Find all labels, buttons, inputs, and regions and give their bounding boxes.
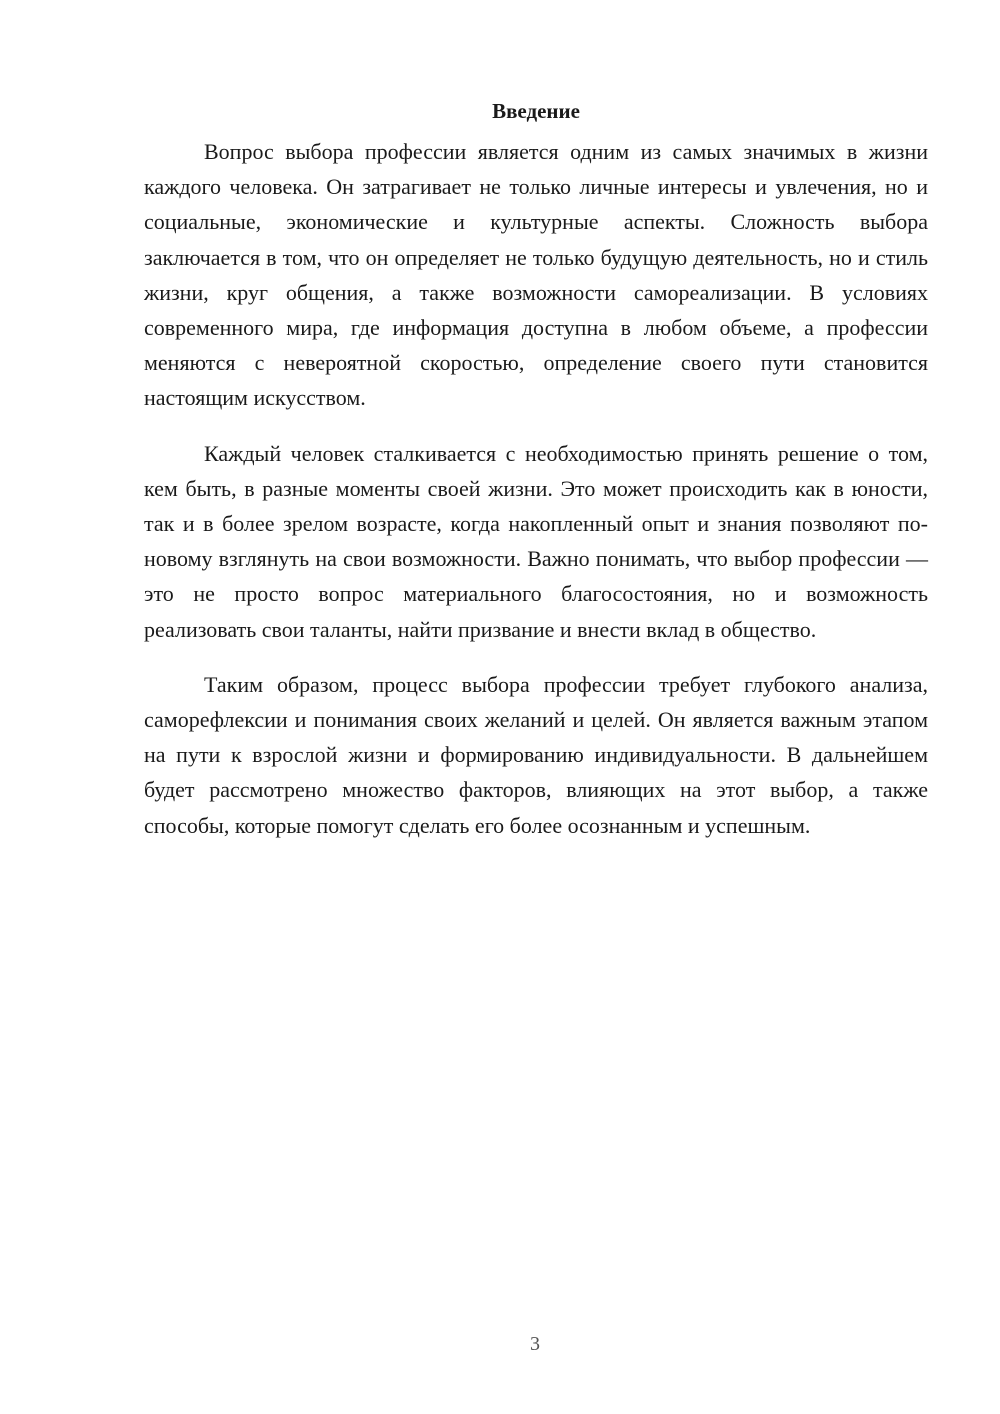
section-heading: Введение [492,99,580,123]
paragraph-1: Вопрос выбора профессии является одним из самых значимых в жизни каждого человека. Он затрагивает не только личные интересы и увлечения, но и социальные, экономические и культурные аспекты. Сложность выбора заключается в том, что он определяет не только будущую деятельность, но и стиль жизни, круг общения, а также возможности самореализации. В условиях современного мира, где информация доступна в любом объеме, а профессии меняются с невероятной скоростью, определение своего пути становится настоящим искусством. [144,139,928,411]
paragraph-3: Таким образом, процесс выбора профессии требует глубокого анализа, саморефлексии и понимания своих желаний и целей. Он является важным этапом на пути к взрослой жизни и формированию индивидуальности. В дальнейшем будет рассмотрено множество факторов, влияющих на этот выбор, а также способы, которые помогут сделать его более осознанным и успешным. [144,671,928,838]
page-content [144,96,928,863]
paragraph-2: Каждый человек сталкивается с необходимостью принять решение о том, кем быть, в разные моменты своей жизни. Это может происходить как в юности, так и в более зрелом возрасте, когда накопленный опыт и знания позволяют по-новому взглянуть на свои возможности. Важно понимать, что выбор профессии — это не просто вопрос материального благосостояния, но и возможность реализовать свои таланты, найти призвание и внести вклад в общество. [144,440,928,642]
page-number: 3 [530,1333,540,1355]
